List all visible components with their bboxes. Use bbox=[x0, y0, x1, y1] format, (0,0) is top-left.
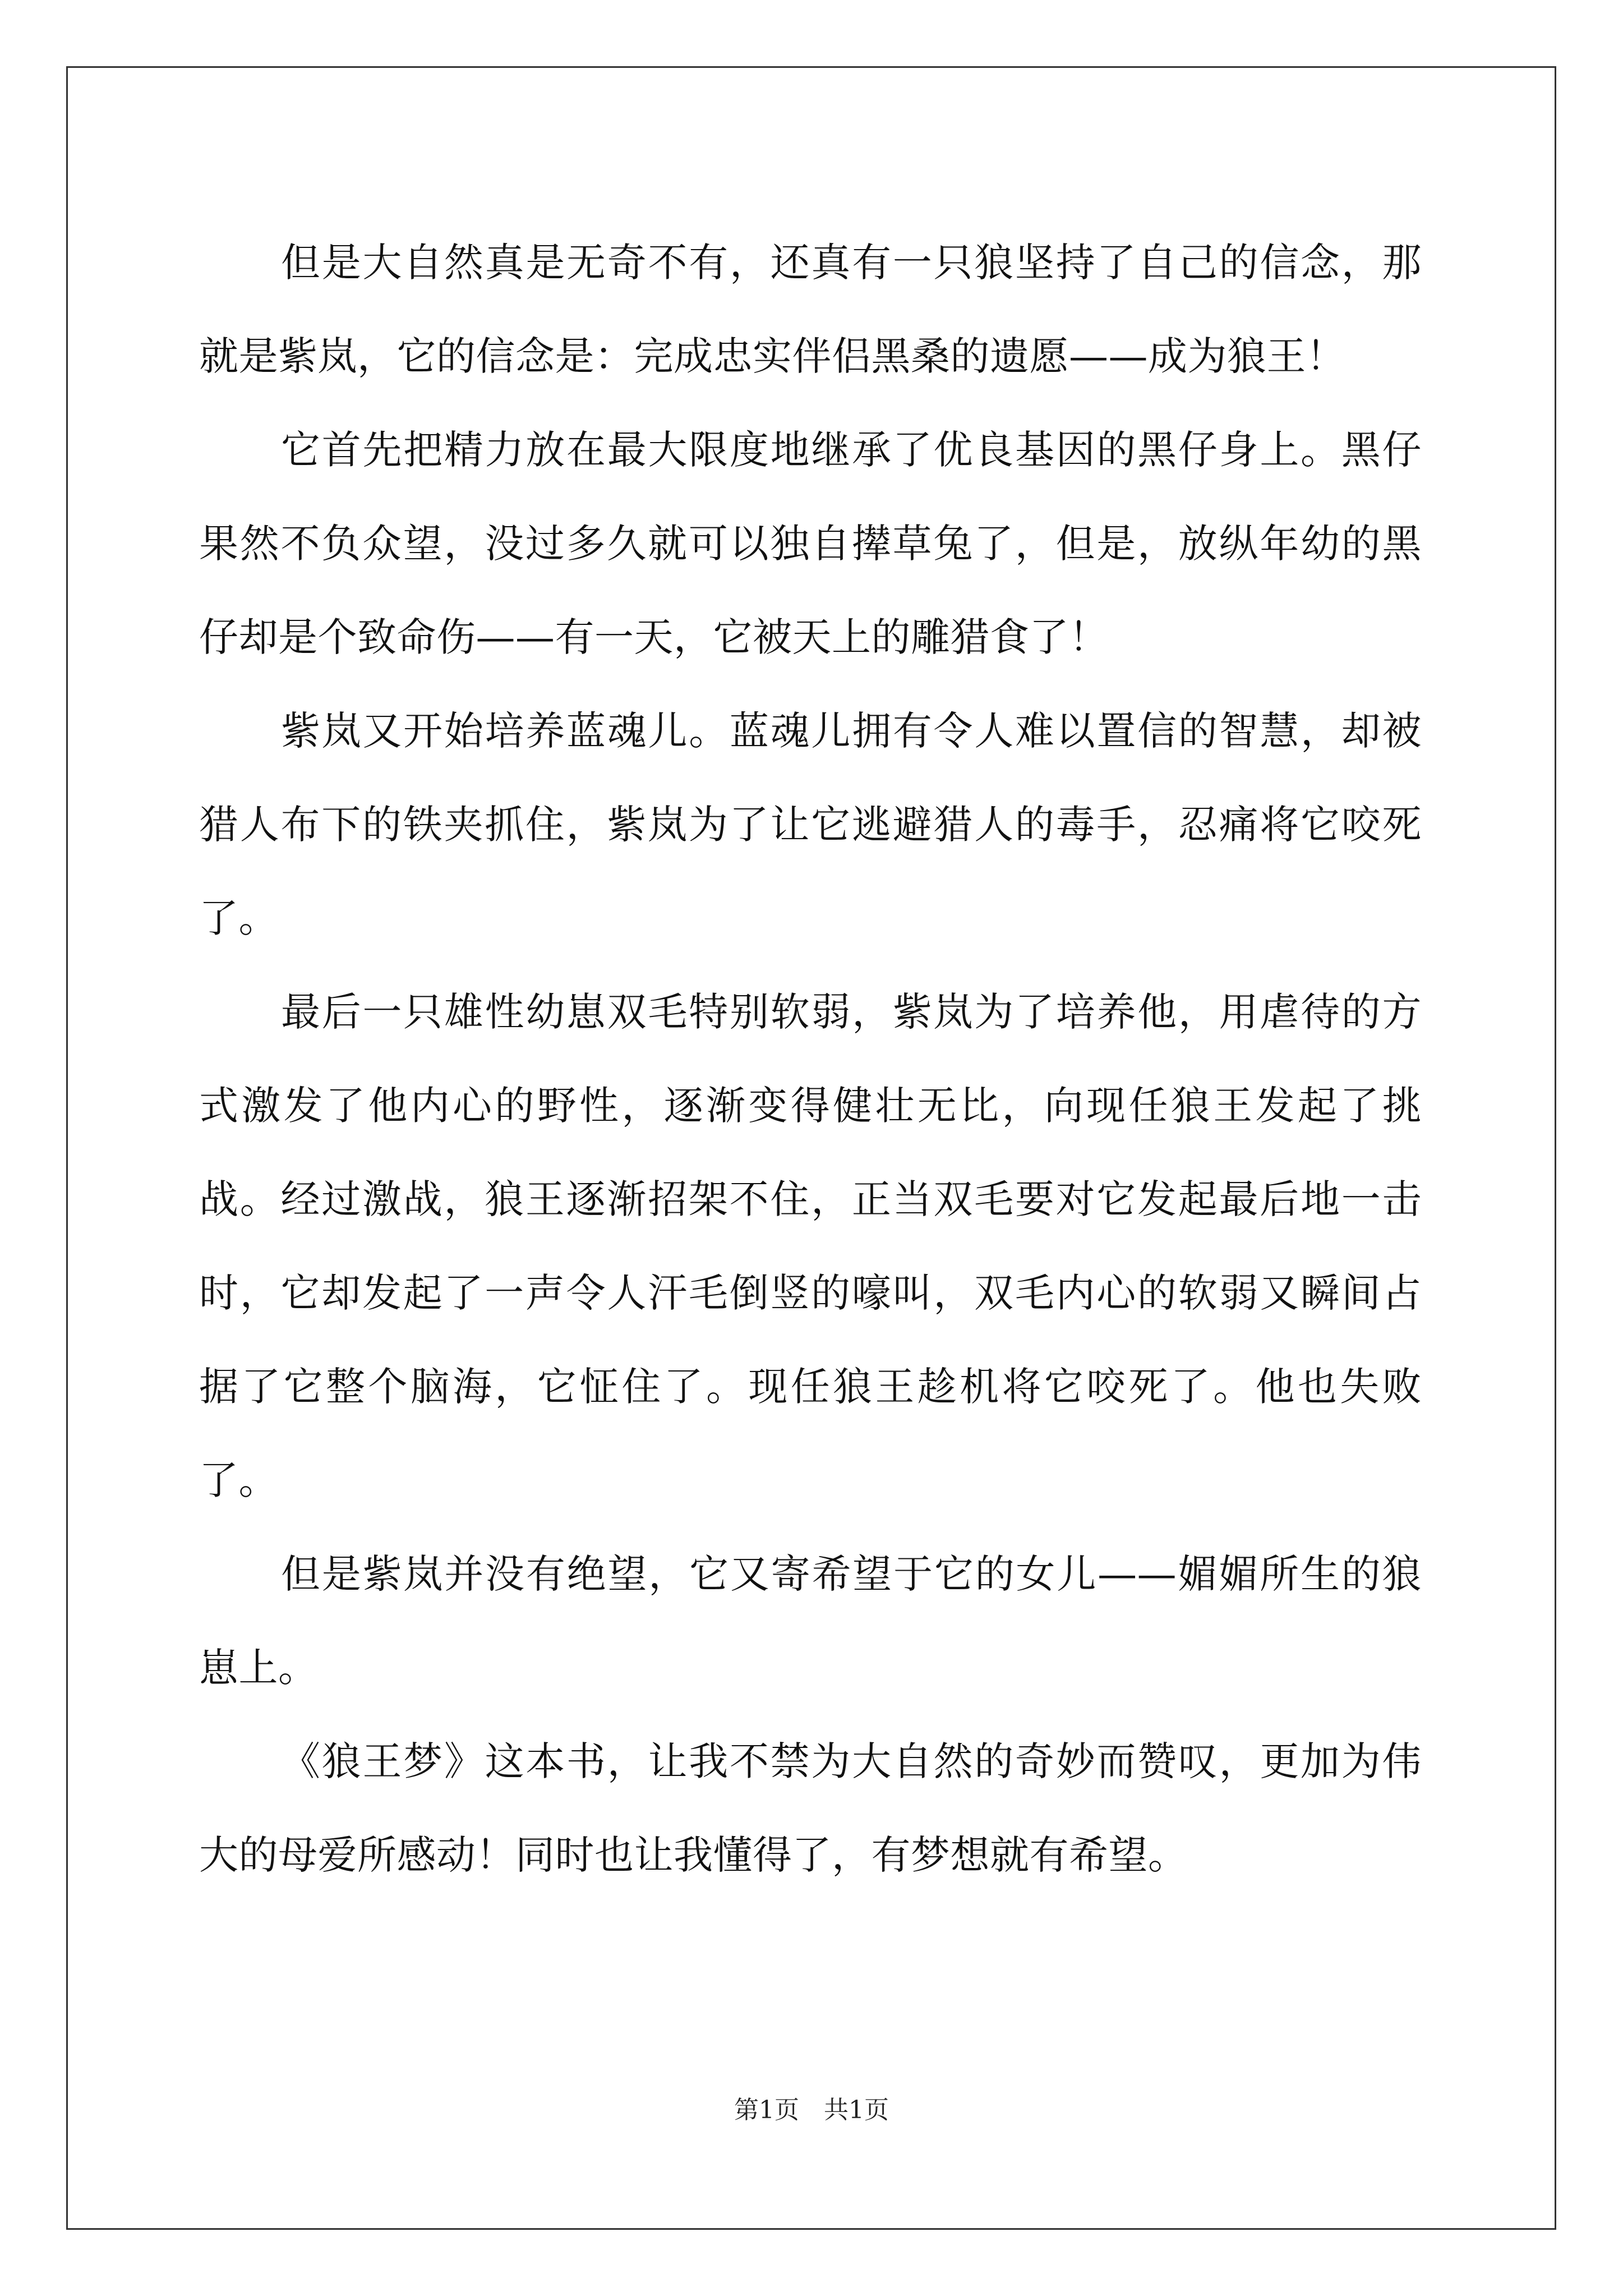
page-number-footer: 第1页 共1页 bbox=[734, 2096, 889, 2124]
paragraph: 但是紫岚并没有绝望，它又寄希望于它的女儿——媚媚所生的狼崽上。 bbox=[199, 1551, 1422, 1691]
paragraph: 它首先把精力放在最大限度地继承了优良基因的黑仔身上。黑仔果然不负众望，没过多久就可以独自撵草兔了，但是，放纵年幼的黑仔却是个致命伤——有一天，它被天上的雕猎食了！ bbox=[199, 427, 1422, 660]
paragraph: 最后一只雄性幼崽双毛特别软弱，紫岚为了培养他，用虐待的方式激发了他内心的野性，逐渐变得健壮无比，向现任狼王发起了挑战。经过激战，狼王逐渐招架不住，正当双毛要对它发起最后地一击时，它却发起了一声令人汗毛倒竖的嚎叫，双毛内心的软弱又瞬间占据了它整个脑海，它怔住了。现任狼王趁机将它咬死了。他也失败了。 bbox=[199, 989, 1422, 1503]
paragraph: 《狼王梦》这本书，让我不禁为大自然的奇妙而赞叹，更加为伟大的母爱所感动！同时也让我懂得了，有梦想就有希望。 bbox=[199, 1738, 1422, 1878]
document-body bbox=[199, 216, 1422, 1902]
paragraph: 但是大自然真是无奇不有，还真有一只狼坚持了自己的信念，那就是紫岚，它的信念是：完成忠实伴侣黑桑的遗愿——成为狼王！ bbox=[199, 240, 1422, 379]
paragraph: 紫岚又开始培养蓝魂儿。蓝魂儿拥有令人难以置信的智慧，却被猎人布下的铁夹抓住，紫岚为了让它逃避猎人的毒手，忍痛将它咬死了。 bbox=[199, 708, 1422, 941]
